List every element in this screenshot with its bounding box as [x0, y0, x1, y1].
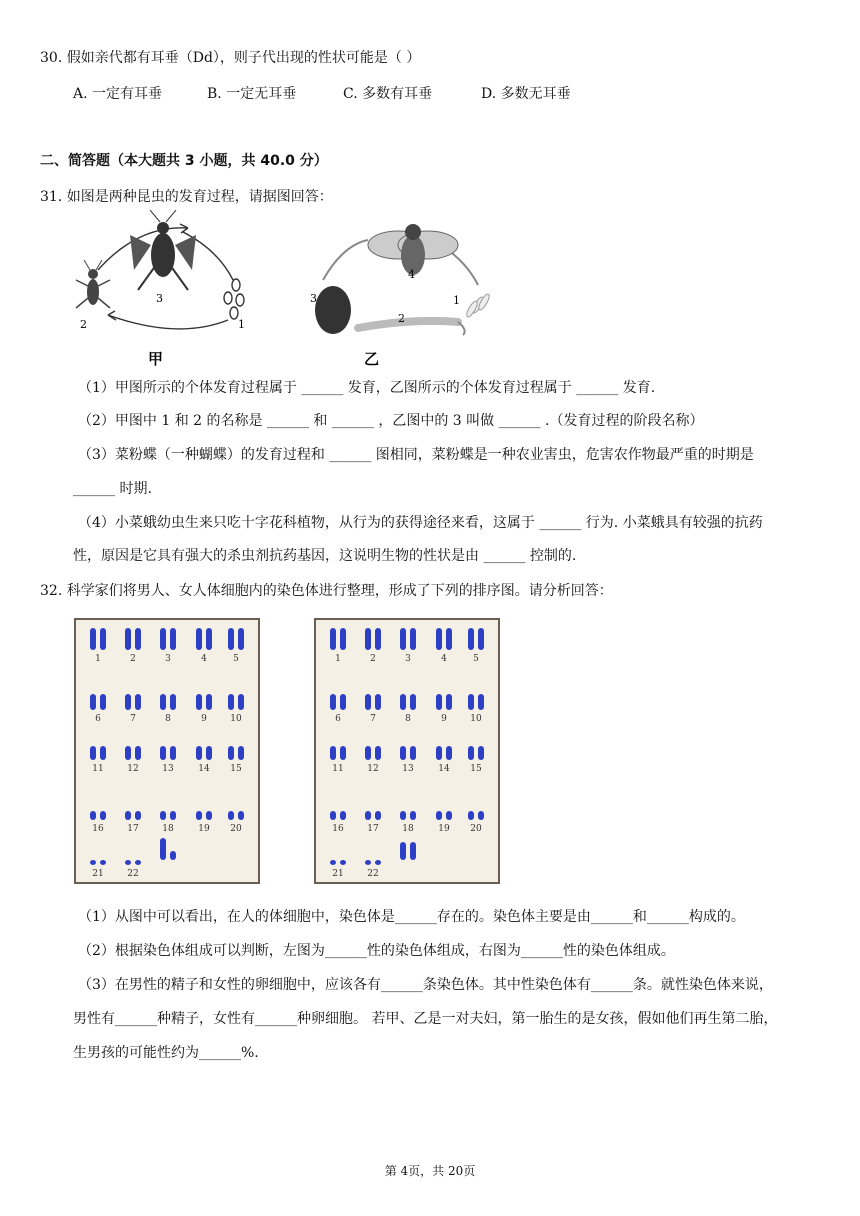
chromosome-number: 5	[473, 654, 479, 664]
chromosome	[365, 860, 371, 865]
chromosome	[90, 860, 96, 865]
chromosome-number: 17	[127, 824, 139, 834]
chromosome	[436, 628, 442, 650]
chromosome-number: 21	[332, 869, 344, 879]
chromosome	[468, 811, 474, 820]
chromosome	[160, 746, 166, 760]
chromosome	[228, 628, 234, 650]
chromosome-pair	[228, 628, 244, 650]
chromosome	[135, 860, 141, 865]
chromosome-number: 13	[402, 764, 414, 774]
chromosome-pair	[468, 811, 484, 820]
chromosome-number: 4	[441, 654, 447, 664]
chromosome-pair	[196, 628, 212, 650]
chromosome-pair	[365, 694, 381, 710]
chromosome	[400, 842, 406, 860]
chromosome-number: 22	[367, 869, 379, 879]
chromosome-number: 12	[367, 764, 379, 774]
chromosome-number: 3	[405, 654, 411, 664]
chromosome	[90, 694, 96, 710]
q31-part-2: （2）甲图中 1 和 2 的名称是 ______ 和 ______ ，乙图中的 3 叫做 ______ .（发育过程的阶段名称）	[78, 413, 704, 429]
chromosome-pair	[468, 628, 484, 650]
caption-jia: 甲	[148, 350, 164, 368]
chromosome-number: 2	[130, 654, 136, 664]
chromosome-pair	[90, 746, 106, 760]
chromosome-number: 6	[95, 714, 101, 724]
chromosome	[410, 746, 416, 760]
chromosome-pair	[365, 811, 381, 820]
page-footer: 第 4页，共 20页	[384, 1164, 476, 1178]
chromosome	[206, 746, 212, 760]
chromosome-pair	[196, 694, 212, 710]
chromosome	[125, 746, 131, 760]
chromosome-number: 7	[370, 714, 376, 724]
chromosome	[436, 746, 442, 760]
chromosome	[206, 694, 212, 710]
chromosome	[170, 811, 176, 820]
chromosome	[100, 628, 106, 650]
chromosome	[478, 811, 484, 820]
chromosome	[330, 694, 336, 710]
larva-icon	[358, 321, 458, 328]
chromosome	[125, 628, 131, 650]
chromosome	[100, 811, 106, 820]
option-b: B. 一定无耳垂	[207, 86, 297, 102]
chromosome	[125, 694, 131, 710]
chromosome	[238, 628, 244, 650]
chromosome	[206, 811, 212, 820]
chromosome	[375, 811, 381, 820]
chromosome	[330, 811, 336, 820]
chromosome-pair	[160, 746, 176, 760]
chromosome-pair	[436, 628, 452, 650]
chromosome-number: 20	[230, 824, 242, 834]
chromosome-number: 12	[127, 764, 139, 774]
chromosome-pair	[125, 860, 141, 865]
karyotype-left-panel	[74, 618, 260, 884]
sex-chromosomes	[400, 842, 416, 860]
chromosome	[478, 628, 484, 650]
chromosome	[410, 842, 416, 860]
chromosome	[446, 746, 452, 760]
jia-label-2: 2	[80, 318, 87, 331]
chromosome	[400, 628, 406, 650]
chromosome	[400, 811, 406, 820]
chromosome-pair	[436, 811, 452, 820]
chromosome	[135, 746, 141, 760]
chromosome-number: 5	[233, 654, 239, 664]
chromosome	[228, 746, 234, 760]
chromosome-number: 19	[198, 824, 210, 834]
chromosome-pair	[436, 694, 452, 710]
chromosome-pair	[330, 628, 346, 650]
chromosome-pair	[365, 746, 381, 760]
question-30-stem: 30. 假如亲代都有耳垂（Dd），则子代出现的性状可能是（ ）	[40, 50, 421, 66]
chromosome-number: 21	[92, 869, 104, 879]
chromosome	[340, 811, 346, 820]
chromosome-pair	[228, 811, 244, 820]
q31-part-3b: ______ 时期.	[73, 481, 152, 497]
q32-part-2: （2）根据染色体组成可以判断，左图为______性的染色体组成，右图为______性的染色体组成。	[78, 943, 675, 959]
option-a: A. 一定有耳垂	[73, 86, 163, 102]
chromosome	[135, 811, 141, 820]
q31-part-1: （1）甲图所示的个体发育过程属于 ______ 发育，乙图所示的个体发育过程属于 ______ 发育.	[78, 380, 656, 396]
pupa-icon	[315, 286, 351, 334]
chromosome	[330, 860, 336, 865]
chromosome	[90, 746, 96, 760]
chromosome-pair	[228, 694, 244, 710]
chromosome	[170, 628, 176, 650]
chromosome	[340, 746, 346, 760]
question-31-stem: 31. 如图是两种昆虫的发育过程，请据图回答：	[40, 189, 333, 205]
chromosome	[340, 694, 346, 710]
chromosome-pair	[196, 746, 212, 760]
chromosome	[228, 694, 234, 710]
chromosome	[478, 694, 484, 710]
caption-yi: 乙	[364, 350, 380, 368]
chromosome	[196, 811, 202, 820]
chromosome	[206, 628, 212, 650]
chromosome	[400, 746, 406, 760]
chromosome	[478, 746, 484, 760]
chromosome-number: 9	[201, 714, 207, 724]
chromosome-pair	[330, 746, 346, 760]
chromosome	[365, 746, 371, 760]
chromosome-number: 16	[92, 824, 104, 834]
chromosome-pair	[125, 694, 141, 710]
chromosome	[238, 811, 244, 820]
chromosome	[446, 694, 452, 710]
insect-development-figure	[68, 210, 498, 370]
chromosome	[160, 811, 166, 820]
yi-label-4: 4	[408, 268, 415, 281]
chromosome-pair	[125, 811, 141, 820]
chromosome-number: 22	[127, 869, 139, 879]
chromosome-pair	[160, 811, 176, 820]
chromosome	[125, 860, 131, 865]
chromosome	[100, 694, 106, 710]
chromosome	[228, 811, 234, 820]
chromosome	[410, 811, 416, 820]
chromosome	[90, 628, 96, 650]
chromosome-number: 18	[402, 824, 414, 834]
chromosome	[375, 860, 381, 865]
q32-part-1: （1）从图中可以看出，在人的体细胞中，染色体是______存在的。染色体主要是由______和______构成的。	[78, 909, 745, 925]
figure-jia	[76, 210, 244, 329]
chromosome	[375, 746, 381, 760]
chromosome	[375, 628, 381, 650]
chromosome-pair	[400, 694, 416, 710]
chromosome-pair	[400, 746, 416, 760]
chromosome	[90, 811, 96, 820]
q31-part-4a: （4）小菜蛾幼虫生来只吃十字花科植物，从行为的获得途径来看，这属于 ______ 行为. 小菜蛾具有较强的抗药	[78, 515, 763, 531]
chromosome-pair	[90, 694, 106, 710]
chromosome	[238, 746, 244, 760]
chromosome	[196, 746, 202, 760]
chromosome-pair	[228, 746, 244, 760]
chromosome	[365, 811, 371, 820]
chromosome	[436, 694, 442, 710]
chromosome	[196, 694, 202, 710]
chromosome-pair	[90, 860, 106, 865]
jia-label-3: 3	[156, 292, 163, 305]
nymph-icon	[76, 260, 110, 308]
chromosome-pair	[468, 694, 484, 710]
chromosome-number: 3	[165, 654, 171, 664]
chromosome	[410, 628, 416, 650]
chromosome-number: 15	[470, 764, 482, 774]
chromosome-pair	[468, 746, 484, 760]
question-32-stem: 32. 科学家们将男人、女人体细胞内的染色体进行整理，形成了下列的排序图。请分析回答：	[40, 583, 613, 599]
q31-part-3a: （3）菜粉蝶（一种蝴蝶）的发育过程和 ______ 图相同，菜粉蝶是一种农业害虫，危害农作物最严重的时期是	[78, 447, 754, 463]
chromosome-pair	[125, 628, 141, 650]
jia-label-1: 1	[238, 318, 245, 331]
section-title: 二、简答题（本大题共 3 小题，共 40.0 分）	[40, 153, 328, 169]
chromosome-number: 1	[335, 654, 341, 664]
chromosome	[365, 628, 371, 650]
chromosome-pair	[365, 628, 381, 650]
chromosome	[170, 694, 176, 710]
fly-eggs-icon	[465, 293, 491, 319]
chromosome-number: 10	[230, 714, 242, 724]
chromosome	[196, 628, 202, 650]
chromosome	[436, 811, 442, 820]
chromosome-number: 18	[162, 824, 174, 834]
chromosome-number: 1	[95, 654, 101, 664]
chromosome-number: 10	[470, 714, 482, 724]
chromosome-pair	[436, 746, 452, 760]
chromosome-number: 19	[438, 824, 450, 834]
chromosome-number: 15	[230, 764, 242, 774]
chromosome	[468, 628, 474, 650]
karyotype-left	[76, 620, 258, 882]
chromosome	[170, 851, 176, 860]
chromosome	[446, 811, 452, 820]
chromosome	[170, 746, 176, 760]
chromosome-number: 8	[165, 714, 171, 724]
sex-chromosomes	[160, 838, 176, 860]
chromosome-pair	[330, 694, 346, 710]
chromosome	[100, 860, 106, 865]
chromosome-pair	[160, 628, 176, 650]
chromosome	[160, 838, 166, 860]
chromosome-pair	[160, 694, 176, 710]
chromosome	[400, 694, 406, 710]
chromosome-pair	[400, 811, 416, 820]
chromosome	[468, 746, 474, 760]
chromosome-number: 14	[198, 764, 210, 774]
chromosome-number: 2	[370, 654, 376, 664]
chromosome	[330, 746, 336, 760]
chromosome	[100, 746, 106, 760]
chromosome-number: 11	[332, 764, 344, 774]
chromosome-number: 11	[92, 764, 104, 774]
chromosome-pair	[330, 860, 346, 865]
chromosome	[468, 694, 474, 710]
chromosome-pair	[330, 811, 346, 820]
chromosome	[365, 694, 371, 710]
chromosome	[340, 628, 346, 650]
chromosome-number: 16	[332, 824, 344, 834]
q32-part-3b: 男性有______种精子，女性有______种卵细胞。 若甲、乙是一对夫妇，第一胎生的是女孩，假如他们再生第二胎，	[73, 1011, 778, 1027]
adult-insect-icon	[130, 210, 196, 290]
chromosome	[160, 628, 166, 650]
chromosome-number: 9	[441, 714, 447, 724]
chromosome	[330, 628, 336, 650]
option-d: D. 多数无耳垂	[481, 86, 571, 102]
chromosome-number: 13	[162, 764, 174, 774]
karyotype-right	[316, 620, 498, 882]
chromosome-number: 14	[438, 764, 450, 774]
chromosome	[375, 694, 381, 710]
chromosome-number: 20	[470, 824, 482, 834]
chromosome-pair	[196, 811, 212, 820]
q31-part-4b: 性，原因是它具有强大的杀虫剂抗药基因，这说明生物的性状是由 ______ 控制的.	[73, 548, 577, 564]
yi-label-3: 3	[310, 292, 317, 305]
eggs-icon	[224, 279, 244, 319]
karyotype-right-panel	[314, 618, 500, 884]
chromosome-number: 4	[201, 654, 207, 664]
chromosome-pair	[90, 811, 106, 820]
chromosome	[340, 860, 346, 865]
yi-label-2: 2	[398, 312, 405, 325]
chromosome-pair	[400, 628, 416, 650]
chromosome-pair	[90, 628, 106, 650]
chromosome	[135, 628, 141, 650]
chromosome-number: 17	[367, 824, 379, 834]
chromosome-pair	[125, 746, 141, 760]
chromosome	[410, 694, 416, 710]
chromosome	[238, 694, 244, 710]
chromosome	[160, 694, 166, 710]
chromosome-number: 6	[335, 714, 341, 724]
q32-part-3c: 生男孩的可能性约为______%.	[73, 1045, 259, 1061]
q32-part-3a: （3）在男性的精子和女性的卵细胞中，应该各有______条染色体。其中性染色体有______条。就性染色体来说，	[78, 977, 773, 993]
chromosome-number: 7	[130, 714, 136, 724]
chromosome	[135, 694, 141, 710]
chromosome-number: 8	[405, 714, 411, 724]
option-c: C. 多数有耳垂	[343, 86, 433, 102]
chromosome	[446, 628, 452, 650]
chromosome-pair	[365, 860, 381, 865]
chromosome	[125, 811, 131, 820]
yi-label-1: 1	[453, 294, 460, 307]
